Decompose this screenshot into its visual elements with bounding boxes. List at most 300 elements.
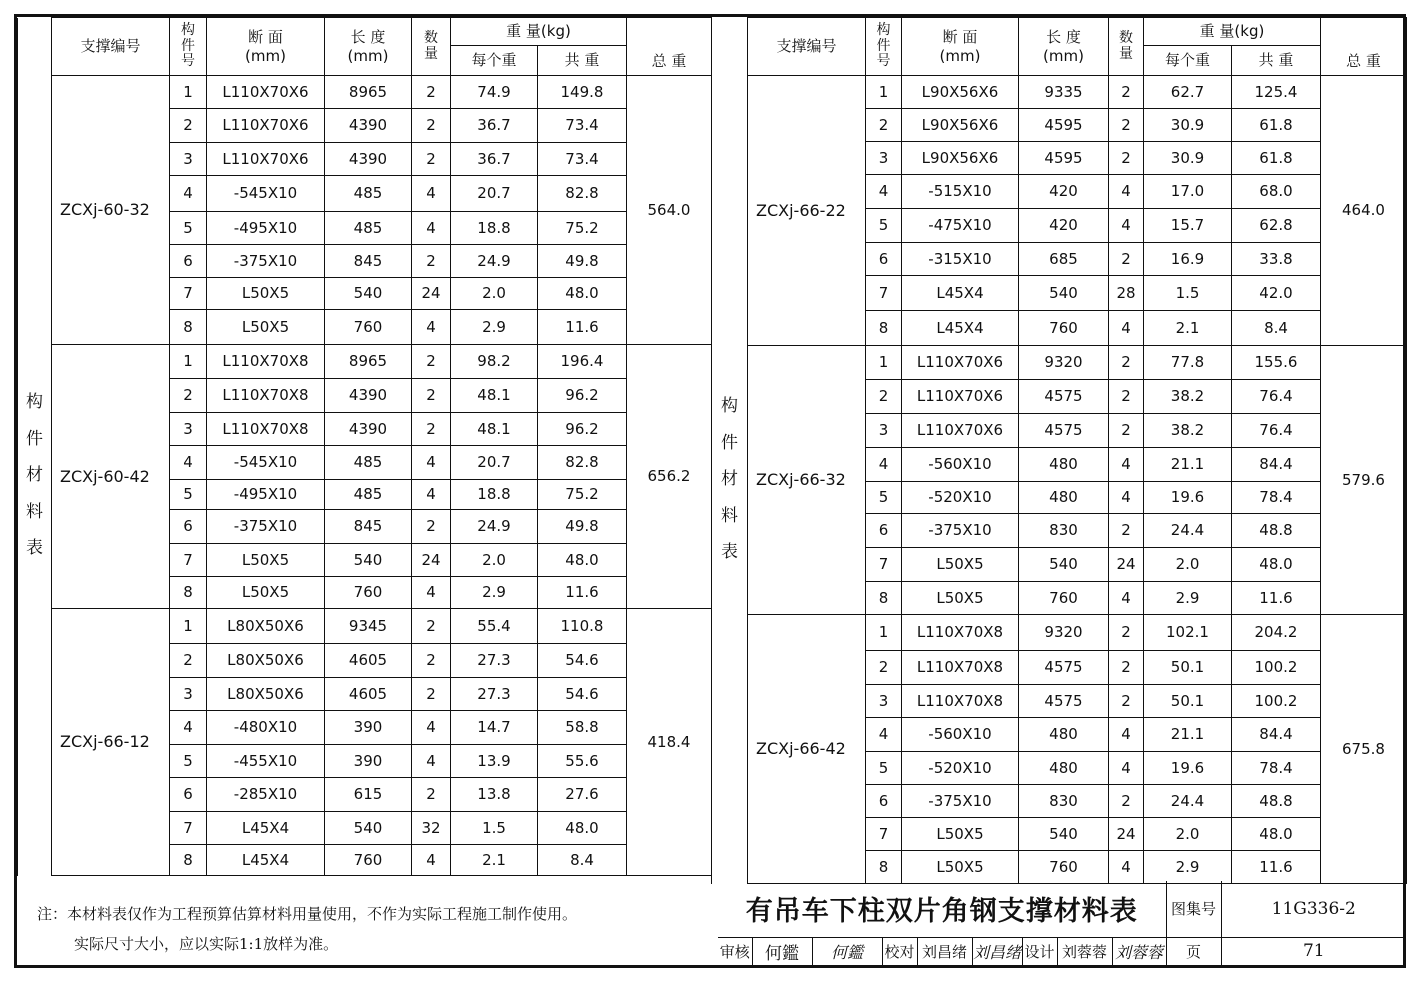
cell-qty: 4	[412, 845, 451, 876]
col-code: 支撑编号	[748, 18, 866, 76]
cell-total-weight: 61.8	[1232, 142, 1321, 175]
cell-total-weight: 49.8	[538, 245, 627, 278]
cell-each-weight: 50.1	[1144, 685, 1232, 718]
cell-qty: 2	[412, 510, 451, 544]
cell-length: 760	[325, 577, 412, 609]
cell-qty: 4	[412, 711, 451, 745]
cell-section: L50X5	[207, 577, 325, 609]
col-section: 断 面 (mm)	[207, 18, 325, 76]
cell-part-no: 7	[170, 544, 207, 577]
cell-total-weight: 100.2	[1232, 685, 1321, 718]
cell-qty: 2	[1109, 615, 1144, 651]
col-grand-total: 总 重	[627, 18, 712, 76]
col-each-weight: 每个重	[451, 46, 538, 76]
cell-length: 9335	[1019, 76, 1109, 109]
cell-length: 4390	[325, 379, 412, 413]
cell-qty: 4	[1109, 582, 1144, 615]
cell-part-no: 5	[866, 482, 902, 514]
cell-section: -495X10	[207, 480, 325, 510]
cell-section: L45X4	[207, 845, 325, 876]
brace-code: ZCXj-66-22	[748, 76, 866, 346]
cell-total-weight: 48.8	[1232, 785, 1321, 818]
cell-part-no: 6	[866, 785, 902, 818]
cell-each-weight: 13.9	[451, 745, 538, 778]
cell-each-weight: 19.6	[1144, 752, 1232, 785]
cell-section: -515X10	[902, 175, 1019, 209]
group-total-weight: 675.8	[1321, 615, 1407, 884]
brace-code: ZCXj-66-42	[748, 615, 866, 884]
cell-each-weight: 21.1	[1144, 448, 1232, 482]
cell-part-no: 4	[866, 175, 902, 209]
cell-qty: 4	[412, 310, 451, 345]
cell-qty: 4	[412, 480, 451, 510]
cell-length: 540	[325, 278, 412, 310]
note-line-2: 实际尺寸大小，应以实际1:1放样为准。	[74, 935, 339, 953]
cell-total-weight: 84.4	[1232, 448, 1321, 482]
col-qty: 数量	[412, 18, 451, 76]
table-row	[18, 345, 712, 379]
cell-total-weight: 11.6	[1232, 582, 1321, 615]
cell-total-weight: 62.8	[1232, 209, 1321, 243]
cell-qty: 2	[412, 644, 451, 678]
cell-part-no: 1	[170, 345, 207, 379]
notes	[17, 881, 717, 965]
cell-each-weight: 17.0	[1144, 175, 1232, 209]
cell-total-weight: 58.8	[538, 711, 627, 745]
cell-part-no: 8	[170, 577, 207, 609]
checker-name: 刘昌绪	[917, 937, 972, 965]
cell-total-weight: 48.0	[538, 544, 627, 577]
cell-each-weight: 27.3	[451, 678, 538, 711]
cell-part-no: 8	[866, 851, 902, 884]
reviewer-name: 何鑑	[752, 937, 812, 965]
cell-each-weight: 30.9	[1144, 142, 1232, 175]
cell-part-no: 4	[170, 446, 207, 480]
cell-part-no: 5	[170, 480, 207, 510]
table-row	[18, 609, 712, 644]
cell-section: -375X10	[902, 514, 1019, 548]
reviewer-signature: 何鑑	[812, 937, 882, 965]
cell-total-weight: 48.0	[538, 278, 627, 310]
side-label-cell	[18, 18, 52, 76]
cell-part-no: 6	[170, 510, 207, 544]
cell-total-weight: 73.4	[538, 143, 627, 176]
cell-each-weight: 1.5	[1144, 276, 1232, 311]
cell-qty: 2	[412, 379, 451, 413]
cell-section: -475X10	[902, 209, 1019, 243]
cell-section: L110X70X8	[207, 413, 325, 446]
cell-qty: 2	[412, 778, 451, 812]
group-total-weight: 464.0	[1321, 76, 1407, 346]
cell-each-weight: 16.9	[1144, 243, 1232, 276]
cell-qty: 2	[412, 245, 451, 278]
cell-total-weight: 76.4	[1232, 380, 1321, 414]
cell-total-weight: 100.2	[1232, 651, 1321, 685]
group-total-weight: 656.2	[627, 345, 712, 609]
cell-part-no: 4	[170, 711, 207, 745]
cell-length: 760	[1019, 851, 1109, 884]
cell-each-weight: 2.0	[451, 544, 538, 577]
cell-each-weight: 30.9	[1144, 109, 1232, 142]
cell-total-weight: 96.2	[538, 379, 627, 413]
cell-part-no: 5	[170, 745, 207, 778]
cell-each-weight: 15.7	[1144, 209, 1232, 243]
checker-signature: 刘昌绪	[972, 937, 1022, 965]
page-label: 页	[1166, 937, 1221, 965]
cell-part-no: 6	[866, 243, 902, 276]
cell-length: 480	[1019, 482, 1109, 514]
cell-qty: 2	[1109, 414, 1144, 448]
cell-total-weight: 8.4	[1232, 311, 1321, 346]
cell-total-weight: 78.4	[1232, 752, 1321, 785]
cell-each-weight: 21.1	[1144, 718, 1232, 752]
cell-qty: 4	[1109, 448, 1144, 482]
cell-part-no: 6	[170, 245, 207, 278]
cell-section: -480X10	[207, 711, 325, 745]
cell-length: 4390	[325, 413, 412, 446]
cell-qty: 2	[412, 76, 451, 109]
cell-section: L110X70X8	[207, 379, 325, 413]
side-label: 构件材料表	[712, 76, 748, 884]
cell-section: -545X10	[207, 446, 325, 480]
cell-part-no: 3	[170, 678, 207, 711]
cell-qty: 2	[1109, 514, 1144, 548]
material-table-right	[711, 17, 1407, 884]
cell-length: 485	[325, 212, 412, 245]
cell-total-weight: 42.0	[1232, 276, 1321, 311]
cell-total-weight: 149.8	[538, 76, 627, 109]
cell-part-no: 4	[866, 448, 902, 482]
cell-length: 4575	[1019, 414, 1109, 448]
cell-length: 485	[325, 480, 412, 510]
cell-total-weight: 76.4	[1232, 414, 1321, 448]
side-label: 构件材料表	[18, 76, 52, 876]
cell-each-weight: 20.7	[451, 446, 538, 480]
cell-each-weight: 2.9	[451, 577, 538, 609]
cell-each-weight: 2.1	[1144, 311, 1232, 346]
cell-section: -560X10	[902, 718, 1019, 752]
cell-section: -285X10	[207, 778, 325, 812]
group-total-weight: 579.6	[1321, 346, 1407, 615]
cell-part-no: 7	[866, 548, 902, 582]
cell-section: L80X50X6	[207, 678, 325, 711]
cell-each-weight: 24.9	[451, 510, 538, 544]
cell-qty: 24	[1109, 818, 1144, 851]
cell-part-no: 2	[866, 651, 902, 685]
cell-total-weight: 75.2	[538, 212, 627, 245]
cell-part-no: 1	[170, 609, 207, 644]
cell-qty: 2	[1109, 243, 1144, 276]
cell-length: 845	[325, 510, 412, 544]
cell-total-weight: 196.4	[538, 345, 627, 379]
cell-qty: 2	[412, 678, 451, 711]
cell-length: 830	[1019, 785, 1109, 818]
cell-qty: 2	[1109, 685, 1144, 718]
cell-part-no: 8	[170, 845, 207, 876]
cell-length: 540	[1019, 818, 1109, 851]
cell-section: L80X50X6	[207, 644, 325, 678]
review-label: 审核	[718, 937, 752, 965]
cell-length: 685	[1019, 243, 1109, 276]
brace-code: ZCXj-60-32	[52, 76, 170, 345]
cell-total-weight: 78.4	[1232, 482, 1321, 514]
cell-total-weight: 11.6	[538, 310, 627, 345]
cell-each-weight: 36.7	[451, 143, 538, 176]
cell-section: L110X70X8	[902, 685, 1019, 718]
cell-each-weight: 2.1	[451, 845, 538, 876]
cell-length: 4605	[325, 644, 412, 678]
cell-part-no: 3	[170, 413, 207, 446]
table-row	[712, 346, 1407, 380]
cell-total-weight: 84.4	[1232, 718, 1321, 752]
cell-length: 760	[1019, 311, 1109, 346]
cell-part-no: 8	[866, 582, 902, 615]
cell-length: 420	[1019, 209, 1109, 243]
cell-length: 8965	[325, 345, 412, 379]
cell-section: -455X10	[207, 745, 325, 778]
cell-each-weight: 2.0	[1144, 818, 1232, 851]
cell-section: -520X10	[902, 752, 1019, 785]
cell-each-weight: 77.8	[1144, 346, 1232, 380]
cell-section: L90X56X6	[902, 76, 1019, 109]
check-label: 校对	[882, 937, 917, 965]
cell-section: L50X5	[902, 851, 1019, 884]
cell-each-weight: 102.1	[1144, 615, 1232, 651]
cell-each-weight: 38.2	[1144, 414, 1232, 448]
cell-part-no: 7	[170, 278, 207, 310]
col-each-weight: 每个重	[1144, 46, 1232, 76]
cell-part-no: 5	[866, 752, 902, 785]
cell-part-no: 7	[866, 276, 902, 311]
col-part-no: 构件号	[866, 18, 902, 76]
cell-part-no: 8	[170, 310, 207, 345]
col-code: 支撑编号	[52, 18, 170, 76]
cell-qty: 2	[412, 345, 451, 379]
cell-each-weight: 24.9	[451, 245, 538, 278]
cell-part-no: 1	[866, 76, 902, 109]
col-weight: 重 量(kg)	[451, 18, 627, 46]
cell-part-no: 7	[170, 812, 207, 845]
cell-each-weight: 18.8	[451, 212, 538, 245]
cell-length: 760	[325, 845, 412, 876]
cell-each-weight: 14.7	[451, 711, 538, 745]
cell-total-weight: 82.8	[538, 176, 627, 212]
cell-length: 4390	[325, 143, 412, 176]
cell-part-no: 5	[866, 209, 902, 243]
cell-length: 4390	[325, 109, 412, 143]
cell-section: L110X70X6	[207, 76, 325, 109]
drawing-title-cell	[718, 881, 1166, 937]
cell-each-weight: 18.8	[451, 480, 538, 510]
cell-length: 485	[325, 176, 412, 212]
atlas-number: 11G336-2	[1221, 881, 1406, 937]
cell-qty: 24	[1109, 548, 1144, 582]
cell-length: 760	[1019, 582, 1109, 615]
cell-section: -315X10	[902, 243, 1019, 276]
col-length: 长 度 (mm)	[1019, 18, 1109, 76]
cell-section: -375X10	[207, 245, 325, 278]
cell-part-no: 6	[866, 514, 902, 548]
cell-length: 845	[325, 245, 412, 278]
cell-total-weight: 55.6	[538, 745, 627, 778]
cell-total-weight: 125.4	[1232, 76, 1321, 109]
cell-total-weight: 27.6	[538, 778, 627, 812]
cell-qty: 4	[1109, 482, 1144, 514]
table-row	[18, 76, 712, 109]
cell-part-no: 4	[170, 176, 207, 212]
col-total-weight: 共 重	[538, 46, 627, 76]
cell-each-weight: 2.9	[1144, 851, 1232, 884]
cell-each-weight: 48.1	[451, 379, 538, 413]
col-weight: 重 量(kg)	[1144, 18, 1321, 46]
cell-part-no: 1	[866, 346, 902, 380]
col-length: 长 度 (mm)	[325, 18, 412, 76]
cell-part-no: 2	[170, 109, 207, 143]
table-row	[712, 76, 1407, 109]
cell-length: 4575	[1019, 380, 1109, 414]
cell-section: L110X70X8	[902, 615, 1019, 651]
cell-length: 480	[1019, 718, 1109, 752]
col-total-weight: 共 重	[1232, 46, 1321, 76]
cell-qty: 4	[1109, 311, 1144, 346]
cell-section: L110X70X6	[902, 380, 1019, 414]
cell-total-weight: 110.8	[538, 609, 627, 644]
cell-each-weight: 55.4	[451, 609, 538, 644]
cell-qty: 28	[1109, 276, 1144, 311]
cell-total-weight: 33.8	[1232, 243, 1321, 276]
cell-length: 390	[325, 711, 412, 745]
cell-qty: 2	[1109, 76, 1144, 109]
cell-total-weight: 75.2	[538, 480, 627, 510]
brace-code: ZCXj-66-32	[748, 346, 866, 615]
cell-total-weight: 48.0	[1232, 548, 1321, 582]
cell-length: 615	[325, 778, 412, 812]
cell-each-weight: 48.1	[451, 413, 538, 446]
cell-qty: 2	[1109, 142, 1144, 175]
cell-length: 4575	[1019, 651, 1109, 685]
cell-each-weight: 50.1	[1144, 651, 1232, 685]
cell-section: -375X10	[207, 510, 325, 544]
cell-qty: 2	[1109, 380, 1144, 414]
cell-section: -545X10	[207, 176, 325, 212]
cell-each-weight: 27.3	[451, 644, 538, 678]
cell-each-weight: 13.8	[451, 778, 538, 812]
cell-total-weight: 49.8	[538, 510, 627, 544]
title-block	[718, 881, 1406, 965]
cell-total-weight: 96.2	[538, 413, 627, 446]
cell-length: 540	[325, 544, 412, 577]
designer-signature: 刘蓉蓉	[1112, 937, 1166, 965]
cell-qty: 4	[1109, 209, 1144, 243]
cell-qty: 4	[1109, 851, 1144, 884]
group-total-weight: 564.0	[627, 76, 712, 345]
cell-length: 9320	[1019, 346, 1109, 380]
designer-name: 刘蓉蓉	[1057, 937, 1112, 965]
atlas-label: 图集号	[1166, 881, 1221, 937]
cell-each-weight: 24.4	[1144, 514, 1232, 548]
cell-section: L110X70X6	[207, 109, 325, 143]
cell-total-weight: 48.0	[538, 812, 627, 845]
cell-total-weight: 54.6	[538, 644, 627, 678]
cell-section: L50X5	[207, 310, 325, 345]
cell-qty: 4	[1109, 175, 1144, 209]
cell-part-no: 2	[866, 109, 902, 142]
cell-length: 480	[1019, 752, 1109, 785]
cell-total-weight: 8.4	[538, 845, 627, 876]
cell-section: L110X70X6	[207, 143, 325, 176]
cell-section: L110X70X8	[902, 651, 1019, 685]
cell-part-no: 3	[866, 142, 902, 175]
cell-section: L45X4	[902, 276, 1019, 311]
cell-part-no: 3	[170, 143, 207, 176]
cell-qty: 4	[412, 577, 451, 609]
table-row	[712, 615, 1407, 651]
cell-part-no: 1	[170, 76, 207, 109]
col-grand-total: 总 重	[1321, 18, 1407, 76]
cell-each-weight: 2.0	[1144, 548, 1232, 582]
cell-each-weight: 36.7	[451, 109, 538, 143]
cell-part-no: 4	[866, 718, 902, 752]
cell-section: -560X10	[902, 448, 1019, 482]
cell-section: L80X50X6	[207, 609, 325, 644]
brace-code: ZCXj-66-12	[52, 609, 170, 876]
cell-qty: 2	[1109, 346, 1144, 380]
cell-part-no: 3	[866, 685, 902, 718]
cell-total-weight: 11.6	[538, 577, 627, 609]
cell-total-weight: 204.2	[1232, 615, 1321, 651]
cell-length: 480	[1019, 448, 1109, 482]
cell-total-weight: 73.4	[538, 109, 627, 143]
cell-length: 9320	[1019, 615, 1109, 651]
cell-section: -495X10	[207, 212, 325, 245]
cell-total-weight: 48.8	[1232, 514, 1321, 548]
cell-each-weight: 19.6	[1144, 482, 1232, 514]
cell-qty: 2	[412, 413, 451, 446]
cell-each-weight: 98.2	[451, 345, 538, 379]
design-label: 设计	[1022, 937, 1057, 965]
cell-length: 540	[325, 812, 412, 845]
cell-each-weight: 74.9	[451, 76, 538, 109]
cell-length: 540	[1019, 276, 1109, 311]
cell-section: -375X10	[902, 785, 1019, 818]
side-label-cell	[712, 18, 748, 76]
col-section: 断 面 (mm)	[902, 18, 1019, 76]
cell-length: 4575	[1019, 685, 1109, 718]
col-qty: 数量	[1109, 18, 1144, 76]
cell-section: -520X10	[902, 482, 1019, 514]
cell-section: L90X56X6	[902, 142, 1019, 175]
cell-section: L110X70X6	[902, 346, 1019, 380]
cell-length: 540	[1019, 548, 1109, 582]
cell-section: L45X4	[902, 311, 1019, 346]
cell-qty: 2	[412, 109, 451, 143]
cell-total-weight: 68.0	[1232, 175, 1321, 209]
cell-total-weight: 61.8	[1232, 109, 1321, 142]
cell-section: L110X70X6	[902, 414, 1019, 448]
drawing-title: 有吊车下柱双片角钢支撑材料表	[745, 896, 1138, 928]
cell-part-no: 3	[866, 414, 902, 448]
cell-part-no: 2	[866, 380, 902, 414]
cell-total-weight: 48.0	[1232, 818, 1321, 851]
cell-part-no: 2	[170, 379, 207, 413]
cell-length: 420	[1019, 175, 1109, 209]
cell-length: 390	[325, 745, 412, 778]
cell-length: 9345	[325, 609, 412, 644]
cell-qty: 24	[412, 278, 451, 310]
cell-total-weight: 54.6	[538, 678, 627, 711]
cell-qty: 4	[1109, 718, 1144, 752]
cell-part-no: 1	[866, 615, 902, 651]
